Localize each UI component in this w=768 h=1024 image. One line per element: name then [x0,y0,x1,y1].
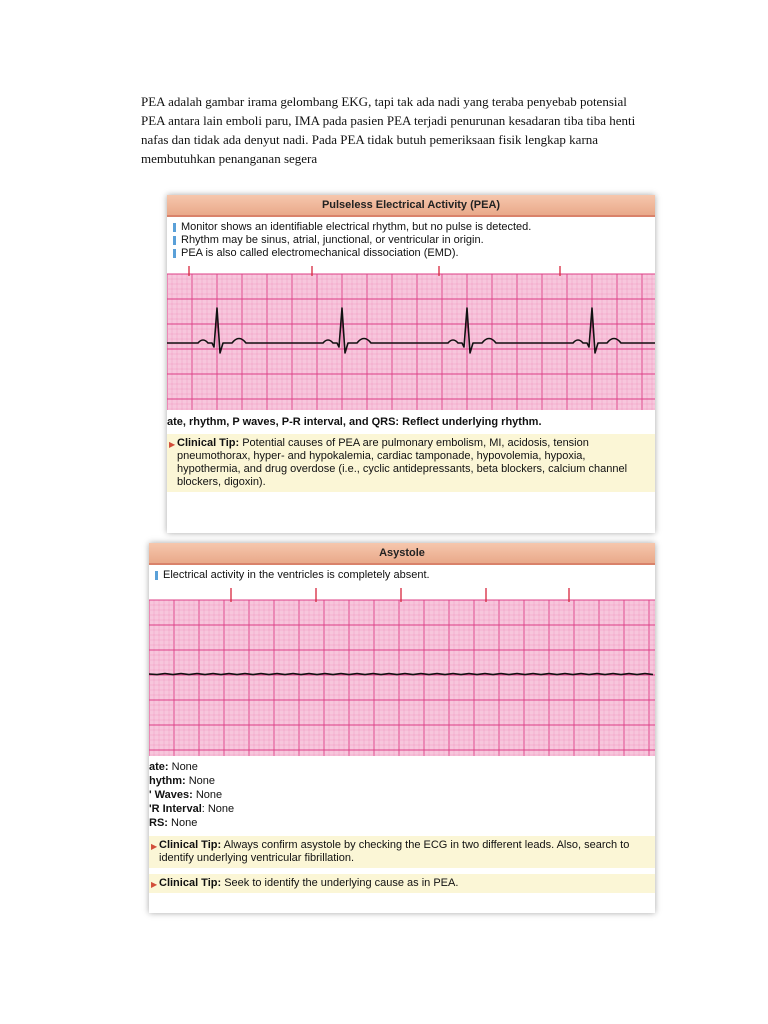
asystole-values [149,756,655,830]
asystole-bullet-list [149,565,655,582]
pointer-icon: ▶ [151,880,158,889]
pea-bullet: Monitor shows an identifiable electrical rhythm, but no pulse is detected. [173,221,655,234]
clinical-tip-text: Potential causes of PEA are pulmonary embolism, MI, acidosis, tension pneumothorax, hyper- and hypokalemia, cardiac tamponade, hypovolemia, hypoxia, hypothermia, and drug overdose (i.e., cyclic antidepressants, beta blockers, calcium channel blockers, digoxin). [177,437,628,488]
asystole-bullet: Electrical activity in the ventricles is completely absent. [155,569,655,582]
pointer-icon: ▶ [169,440,176,449]
intro-paragraph: PEA adalah gambar irama gelombang EKG, tapi tak ada nadi yang teraba penyebab potensial PEA antara lain emboli paru, IMA pada pasien PEA terjadi penurunan kesadaran tiba tiba henti nafas dan tidak ada denyut nadi. Pada PEA tidak butuh pemeriksaan fisik lengkap karna membutuhkan penanganan segera [141,94,636,166]
pea-title: Pulseless Electrical Activity (PEA) [167,195,655,217]
asystole-trace [149,674,653,675]
value-row-rate: ate: None [149,761,198,773]
pea-bullet: Rhythm may be sinus, atrial, junctional, or ventricular in origin. [173,234,655,247]
pea-card [167,195,655,533]
asystole-title: Asystole [149,543,655,565]
value-row-p-waves: ' Waves: None [149,789,223,801]
clinical-tip-label: Clinical Tip: [177,437,240,449]
clinical-tip-text: Seek to identify the underlying cause as in PEA. [221,877,459,889]
pea-bullet-list [167,217,655,260]
asystole-clinical-tip-1 [149,836,655,868]
clinical-tip-label: Clinical Tip: [159,877,222,889]
pointer-icon: ▶ [151,842,158,851]
pea-characteristics: ate, rhythm, P waves, P-R interval, and QRS: Reflect underlying rhythm. [167,416,542,428]
asystole-ecg-strip [149,588,655,756]
asystole-clinical-tip-2 [149,874,655,893]
pea-ecg-strip [167,266,655,410]
clinical-tip-label: Clinical Tip: [159,839,222,851]
asystole-card [149,543,655,913]
value-row-rhythm: hythm: None [149,775,216,787]
pea-clinical-tip [167,434,655,492]
value-row-qrs: RS: None [149,817,198,829]
value-row-pr-interval: 'R Interval: None [149,803,235,815]
clinical-tip-text: Always confirm asystole by checking the ECG in two different leads. Also, search to identify underlying ventricular fibrillation. [159,839,630,864]
pea-bullet: PEA is also called electromechanical dissociation (EMD). [173,247,655,260]
